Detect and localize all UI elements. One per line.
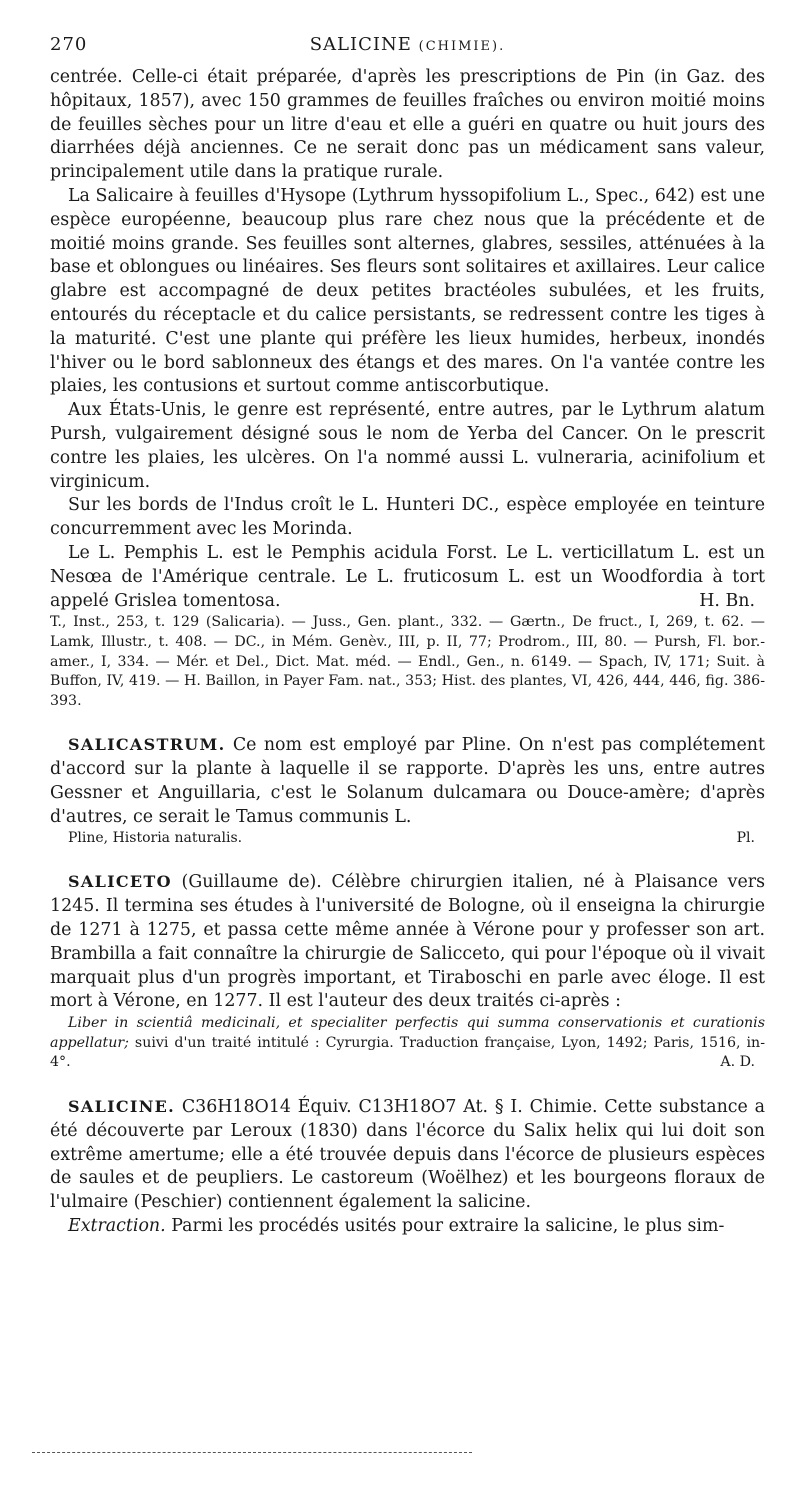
page-number: 270 [50, 34, 88, 55]
entry-term-suffix: (Guillaume de). [181, 872, 322, 893]
entry-term: SALICETO [68, 872, 172, 892]
entry-text: Cette substance a été découverte par Leroux (1830) dans l'écorce du Salix helix qui lui doit son extrême amertume; elle a été trouvée depuis dans l'écorce de plusieurs espèces de saules et de peupliers. Le castoreum (Woëlhez) et les bourgeons floraux de l'ulmaire (Peschier) contiennent également la salicine. [50, 1097, 765, 1213]
paragraph-lythrum-end: centrée. Celle-ci était préparée, d'après les prescriptions de Pin (in Gaz. des hôpitaux, 1857), avec 150 grammes de feuilles fraîches ou environ moitié moins de feuilles sèches pour un litre d'eau et elle a guéri en quatre ou huit jours des diarrhées déjà anciennes. Ce ne serait donc pas un médicament sans valeur, principalement utile dans la pratique rurale. [50, 67, 765, 183]
bibliography-lythrum: T., Inst., 253, t. 129 (Salicaria). — Juss., Gen. plant., 332. — Gærtn., De fruct., I, 269, t. 62. — Lamk, Illustr., t. 408. — DC., in Mém. Genèv., III, p. II, 77; Prodrom., III, 80. — Pursh, Fl. bor.-amer., I, 334. — Mér. et Del., Dict. Mat. méd. — Endl., Gen., n. 6149. — Spach, IV, 171; Suit. à Buffon, IV, 419. — H. Baillon, in Payer Fam. nat., 353; Hist. des plantes, VI, 426, 444, 446, fig. 386-393. [50, 614, 765, 709]
entry-text: Célèbre chirurgien italien, né à Plaisance vers 1245. Il termina ses études à l'université de Bologne, où il enseigna la chirurgie de 1271 à 1275, et passa cette même année à Vérone pour y professer son art. Brambilla a fait connaître la chirurgie de Salicceto, qui pour l'époque où il vivait marquait plus d'un progrès important, et Tiraboschi en parle avec éloge. Il est mort à Vérone, en 1277. Il est l'auteur des deux traités ci-après : [50, 872, 765, 1012]
running-title-main: SALICINE [309, 34, 412, 55]
section-gap [50, 1073, 765, 1095]
bibliography-salicastrum [50, 829, 765, 848]
reference-title: Liber in scientiâ medicinali, et specialiter perfectis qui summa conservationis et curationis appellatur; [50, 1015, 765, 1051]
entry-saliceto [50, 870, 765, 1014]
reference-text: Pline, Historia naturalis. [68, 830, 243, 847]
section-gap [50, 711, 765, 733]
paragraph-indus: Sur les bords de l'Indus croît le L. Hunteri DC., espèce employée en teinture concurremment avec les Morinda. [50, 495, 765, 540]
paragraph-pemphis [50, 542, 765, 613]
entry-term: SALICINE. [68, 1097, 176, 1117]
entry-term: SALICASTRUM. [68, 735, 226, 755]
entry-salicastrum [50, 733, 765, 829]
paragraph-hyssopifolium: La Salicaire à feuilles d'Hysope (Lythrum hyssopifolium L., Spec., 642) est une espèce européenne, beaucoup plus rare chez nous que la précédente et de moitié moins grande. Ses feuilles sont alternes, glabres, sessiles, atténuées à la base et oblongues ou linéaires. Ses fleurs sont solitaires et axillaires. Leur calice glabre est accompagné de deux petites bractéoles subulées, et les fruits, entourés du réceptacle et du calice persistants, se redressent contre les tiges à la maturité. C'est une plante qui préfère les lieux humides, herbeux, inondés l'hiver ou le bord sablonneux des étangs et des mares. On l'a vantée contre les plaies, les contusions et surtout comme antiscorbutique. [50, 185, 765, 397]
author-signature: A. D. [720, 1054, 755, 1071]
article-body [50, 66, 765, 1239]
paragraph-etats-unis: Aux États-Unis, le genre est représenté, entre autres, par le Lythrum alatum Pursh, vulgairement désigné sous le nom de Yerba del Cancer. On le prescrit contre les plaies, les ulcères. On l'a nommé aussi L. vulneraria, acinifolium et virginicum. [50, 400, 765, 492]
running-title-sub: (CHIMIE). [418, 39, 506, 54]
paragraph-extraction [50, 1215, 765, 1239]
entry-salicine [50, 1095, 765, 1215]
pemphis-text: Le L. Pemphis L. est le Pemphis acidula Forst. Le L. verticillatum L. est un Nesœa de l'Amérique centrale. Le L. fruticosum L. est un Woodfordia à tort appelé Grislea tomentosa. [50, 542, 765, 611]
subsection-text: Parmi les procédés usités pour extraire la salicine, le plus sim- [171, 1216, 725, 1237]
running-head [50, 34, 765, 60]
subsection-label: Extraction. [68, 1216, 166, 1237]
chemical-formula: C36H18O14 Équiv. C13H18O7 At. § I. Chimie. [181, 1097, 598, 1118]
section-gap [50, 848, 765, 870]
reference-text: suivi d'un traité intitulé : Cyrurgia. Traduction française, Lyon, 1492; Paris, 1516, in-4°. [50, 1034, 765, 1071]
entry-text: Ce nom est employé par Pline. On n'est pas complétement d'accord sur la plante à laquelle il se rapporte. D'après les uns, entre autres Gessner et Anguillaria, c'est le Solanum dulcamara ou Douce-amère; d'après d'autres, ce serait le Tamus communis L. [50, 735, 765, 827]
bibliography-saliceto [50, 1014, 765, 1073]
author-signature: Pl. [736, 830, 755, 847]
footer-rule [32, 1452, 472, 1453]
running-title [50, 34, 765, 55]
author-signature: H. Bn. [699, 590, 755, 611]
